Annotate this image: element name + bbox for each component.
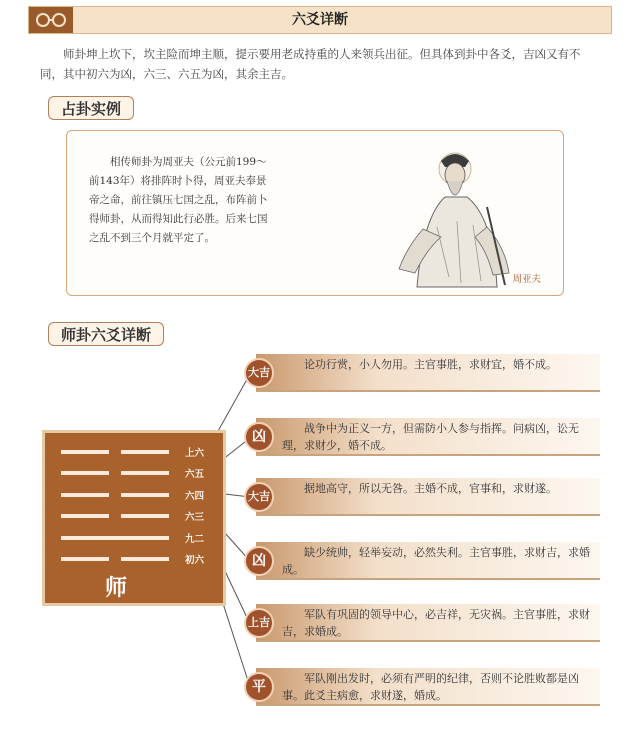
portrait-caption: 周亚夫 [512,274,541,285]
fortune-badge-4: 大吉 [244,482,274,512]
example-heading: 占卦实例 [48,96,134,120]
line-segment [61,493,109,497]
yao-card-text: 军队有巩固的领导中心，必吉祥，无灾祸。主官事胜，求财吉，求婚成。 [282,608,590,638]
line-segment [61,450,109,454]
line-segment [61,536,169,540]
yao-label-2: 九二 [185,534,205,545]
fortune-badge-3: 凶 [244,546,274,576]
yao-label-4: 六四 [185,491,205,502]
line-segment [121,557,169,561]
intro-paragraph: 师卦坤上坎下，坎主险而坤主顺，提示要用老成持重的人来领兵出征。但具体到卦中各爻，吉凶又有不同，其中初六为凶，六三、六五为凶，其余主吉。 [40,47,581,81]
yao-card-3 [256,542,600,580]
hexagram-box [42,430,226,606]
yao-label-3: 六三 [185,512,205,523]
line-segment [121,493,169,497]
example-text: 相传师卦为周亚夫（公元前199～前143年）将排阵时卜得，周亚夫奉景帝之命，前往镇压七国之乱，布阵前卜得师卦，从而得知此行必胜。后来七国之乱不到三个月就平定了。 [89,156,268,244]
line-segment [61,471,109,475]
yao-card-5 [256,418,600,456]
yao-card-text: 军队刚出发时，必须有严明的纪律，否则不论胜败都是凶事。此爻主病愈，求财遂，婚成。 [282,672,579,702]
yao-label-5: 六五 [185,469,205,480]
yao-label-top: 上六 [185,448,205,459]
line-segment [61,557,109,561]
yao-card-top [256,354,600,392]
yao-card-text: 据地高守，所以无咎。主婚不成，官事和，求财遂。 [304,482,557,495]
yao-card-text: 缺少统帅，轻举妄动，必然失利。主官事胜，求财吉，求婚成。 [282,546,590,576]
yao-label-1: 初六 [185,555,205,566]
fortune-badge-top: 大吉 [244,358,274,388]
fortune-badge-5: 凶 [244,422,274,452]
line-segment [121,450,169,454]
fortune-badge-2: 上吉 [244,608,274,638]
line-segment [121,514,169,518]
yao-card-text: 论功行赏，小人勿用。主官事胜，求财宜，婚不成。 [304,358,557,371]
hexagram-name: 师 [105,576,128,601]
detail-heading: 师卦六爻详断 [48,322,164,346]
yao-card-1 [256,668,600,706]
yao-card-2 [256,604,600,642]
yao-card-text: 战争中为正义一方，但需防小人参与指挥。问病凶，讼无理，求财少，婚不成。 [282,422,579,452]
page-title: 六爻详断 [292,12,348,28]
line-segment [61,514,109,518]
fortune-badge-1: 平 [244,672,274,702]
yao-card-4 [256,478,600,516]
line-segment [121,471,169,475]
